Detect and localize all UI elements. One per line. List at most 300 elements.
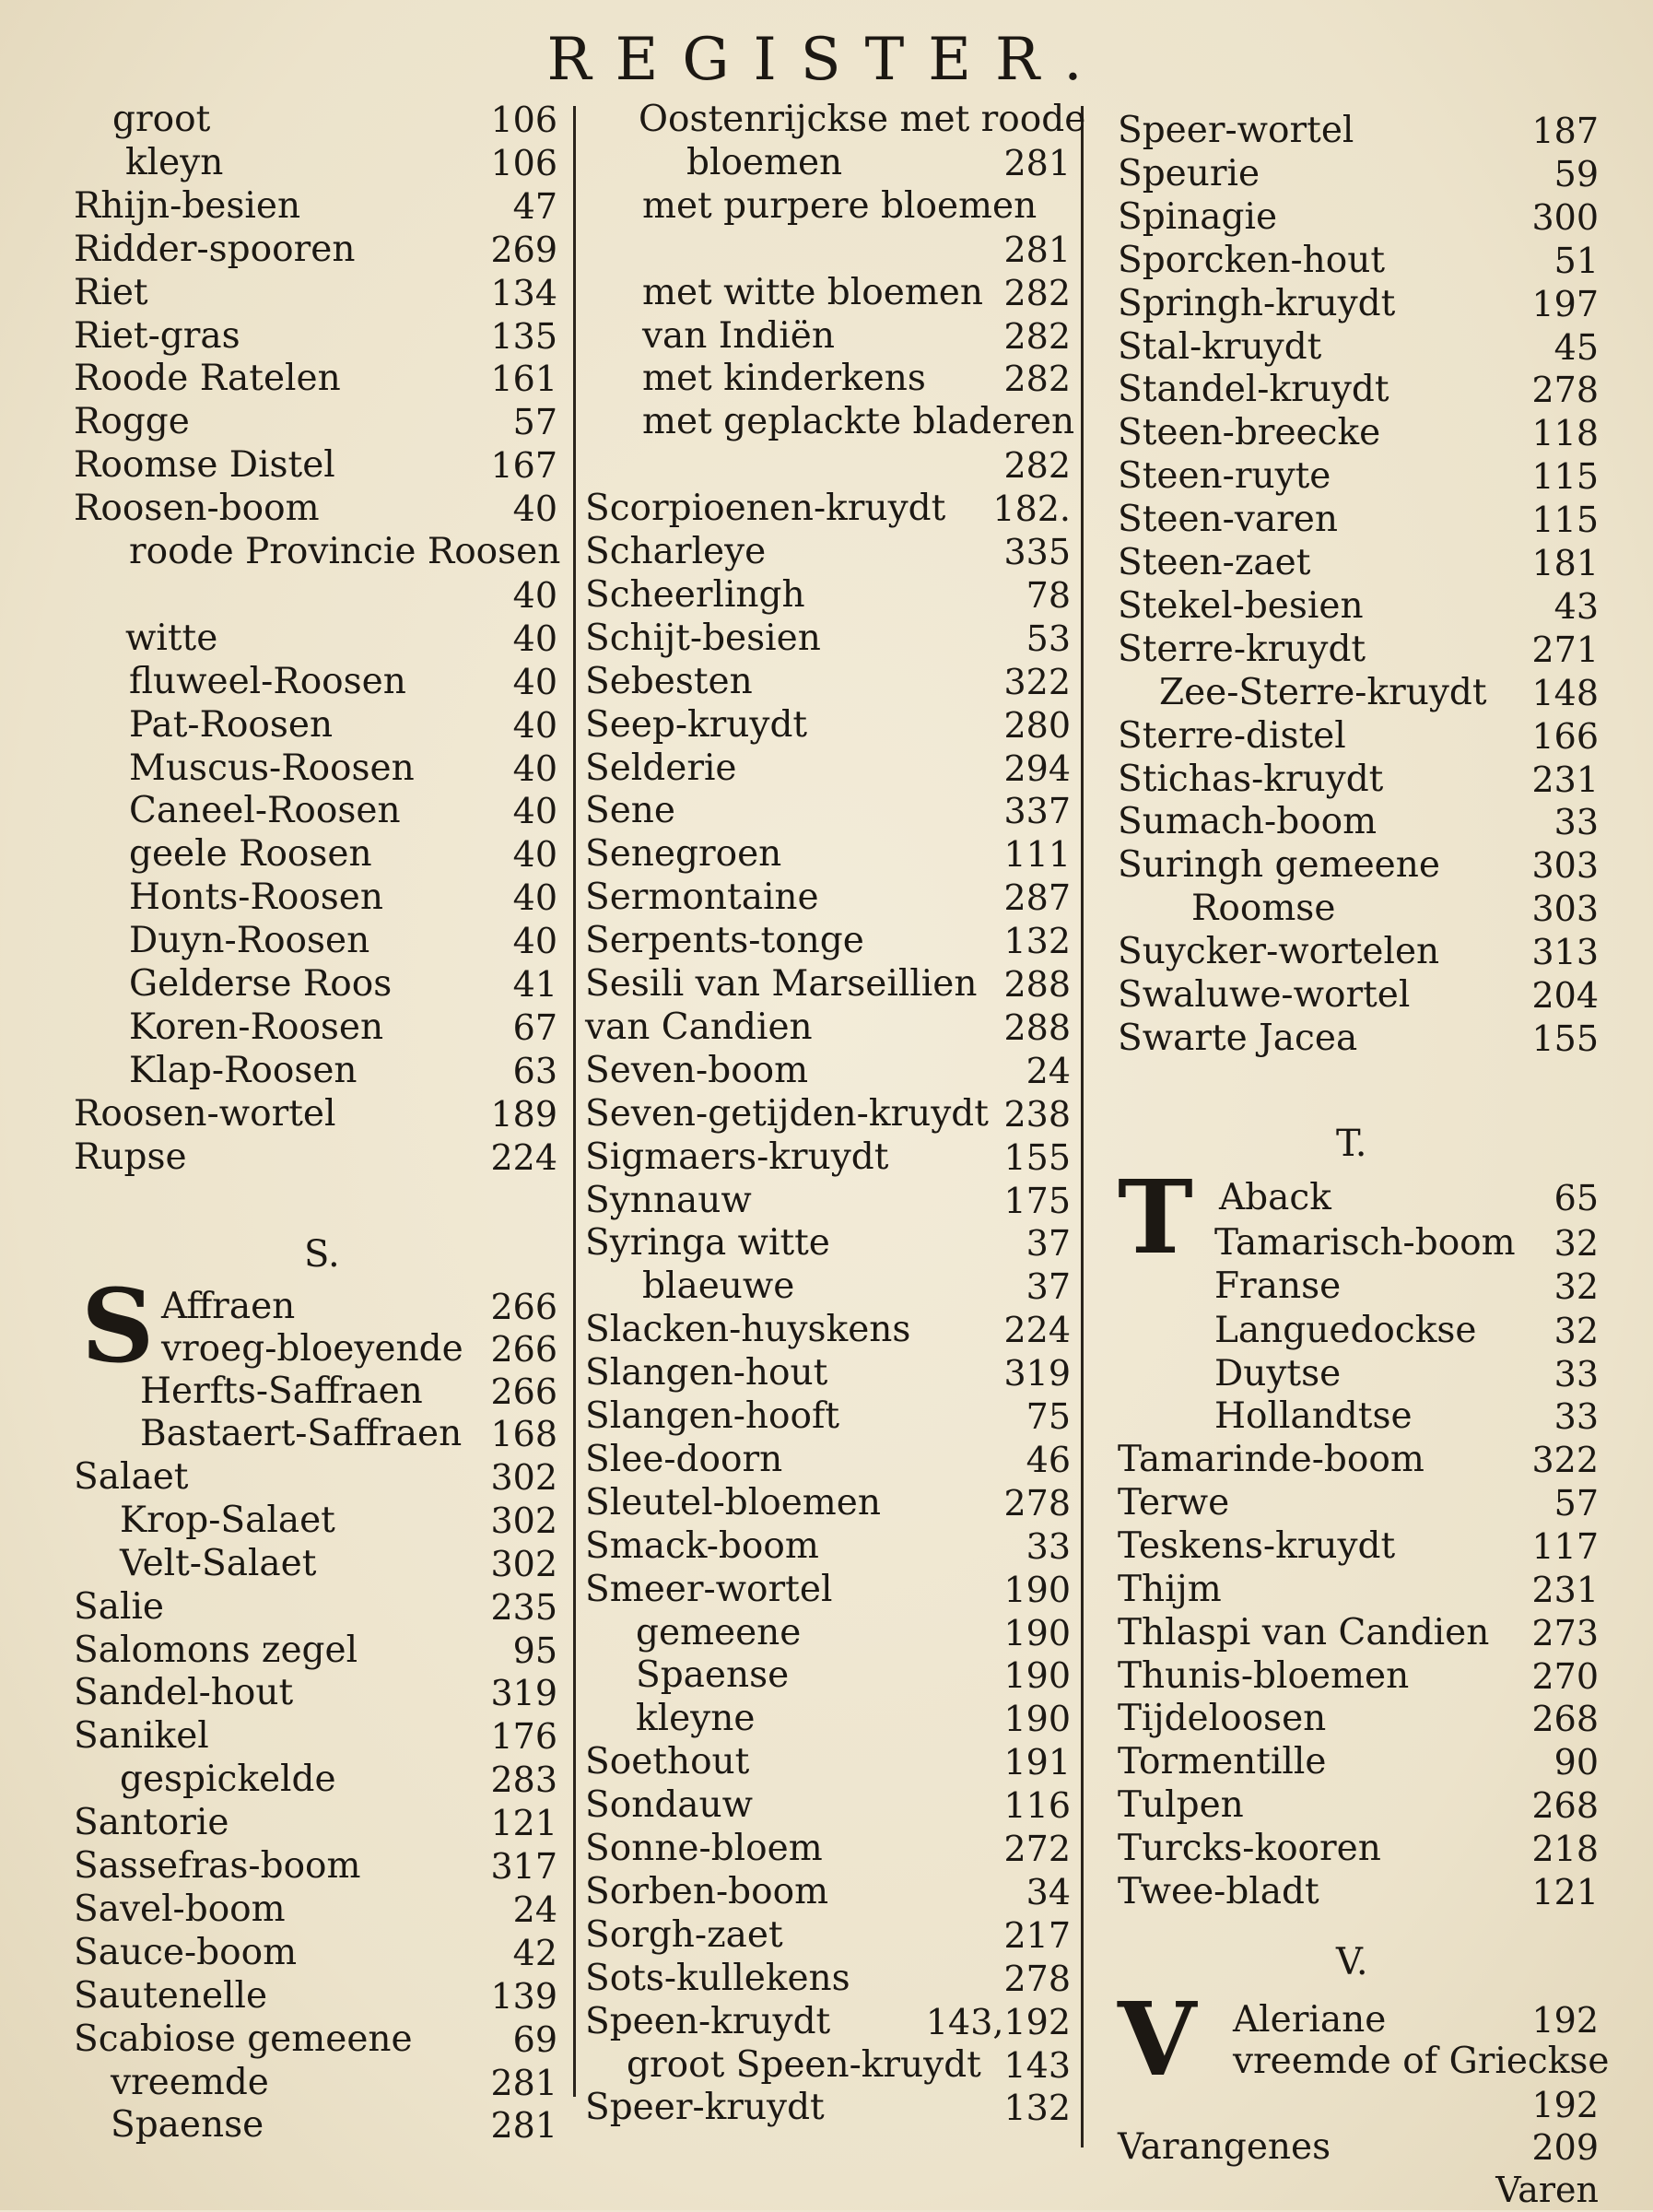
entry-term: Sondauw bbox=[585, 1784, 754, 1827]
entry-page-number: 182. bbox=[992, 488, 1071, 530]
register-entry bbox=[1118, 498, 1599, 542]
register-entry bbox=[74, 747, 557, 791]
entry-term: Syringa witte bbox=[585, 1222, 830, 1265]
register-entry bbox=[74, 919, 557, 963]
entry-term: Sleutel-bloemen bbox=[585, 1481, 881, 1524]
entry-term: Twee-bladt bbox=[1118, 1871, 1319, 1912]
entry-page-number: 282 bbox=[1003, 445, 1071, 487]
entry-page-number: 283 bbox=[490, 1759, 557, 1801]
entry-term: Roosen-wortel bbox=[74, 1092, 336, 1135]
entry-term: Swaluwe-wortel bbox=[1118, 974, 1411, 1016]
register-entry bbox=[74, 1412, 557, 1456]
entry-term: met witte bloemen bbox=[642, 271, 983, 313]
register-entry bbox=[585, 1870, 1071, 1914]
entry-term: Tormentille bbox=[1118, 1741, 1327, 1783]
entry-page-number: 319 bbox=[1003, 1353, 1071, 1394]
register-entry bbox=[1118, 714, 1599, 759]
entry-term: Pat-Roosen bbox=[129, 703, 334, 746]
register-entry bbox=[585, 1135, 1071, 1180]
register-entry bbox=[1118, 930, 1599, 974]
register-entry bbox=[585, 443, 1071, 488]
entry-term: Sesili van Marseillien bbox=[585, 963, 978, 1005]
entry-page-number: 266 bbox=[490, 1329, 557, 1370]
register-entry bbox=[1118, 758, 1599, 802]
register-entry bbox=[585, 2086, 1071, 2130]
entry-term: Riet-gras bbox=[74, 314, 240, 357]
entry-term: Tijdeloosen bbox=[1118, 1698, 1327, 1740]
entry-page-number: 132 bbox=[1003, 921, 1071, 962]
entry-term: Rhijn-besien bbox=[74, 184, 301, 227]
entry-page-number: 33 bbox=[1553, 1396, 1599, 1437]
entry-term: Turcks-kooren bbox=[1118, 1828, 1381, 1870]
entry-term: Ridder-spooren bbox=[74, 228, 356, 270]
entry-page-number: 139 bbox=[490, 1975, 557, 2017]
column-divider bbox=[573, 106, 576, 2097]
entry-page-number: 190 bbox=[1003, 1655, 1071, 1697]
entry-page-number: 111 bbox=[1003, 834, 1071, 876]
register-entry bbox=[74, 1370, 557, 1414]
entry-page-number: 40 bbox=[512, 834, 557, 876]
entry-term: Herfts-Saffraen bbox=[140, 1371, 423, 1412]
entry-term: Sebesten bbox=[585, 660, 753, 702]
entry-term: Sandel-hout bbox=[74, 1672, 294, 1714]
register-entry bbox=[1118, 2125, 1599, 2170]
entry-page-number: 37 bbox=[1026, 1266, 1071, 1308]
entry-page-number: 42 bbox=[512, 1932, 557, 1973]
entry-page-number: 24 bbox=[512, 1888, 557, 1930]
register-entry bbox=[74, 357, 557, 401]
register-entry bbox=[1118, 195, 1599, 240]
entry-term: Sorgh-zaet bbox=[585, 1913, 783, 1956]
register-entry bbox=[585, 1049, 1071, 1093]
entry-page-number: 268 bbox=[1531, 1785, 1599, 1827]
register-entry bbox=[74, 660, 557, 704]
entry-term: Affraen bbox=[161, 1286, 296, 1327]
entry-term: Hollandtse bbox=[1214, 1395, 1413, 1437]
entry-term: Aback bbox=[1219, 1177, 1331, 1218]
register-entry bbox=[1118, 152, 1599, 196]
entry-page-number: 287 bbox=[1003, 877, 1071, 919]
entry-term: Speer-wortel bbox=[1118, 110, 1354, 151]
entry-term: Scabiose gemeene bbox=[74, 2018, 413, 2060]
register-entry bbox=[1118, 2083, 1599, 2127]
register-entry bbox=[1118, 1438, 1599, 1482]
section-letter-heading: T. bbox=[1336, 1123, 1367, 1165]
entry-page-number: 187 bbox=[1531, 111, 1599, 151]
entry-page-number: 313 bbox=[1531, 932, 1599, 973]
entry-page-number: 53 bbox=[1026, 618, 1071, 659]
entry-term: Riet bbox=[74, 271, 148, 313]
entry-term: Roomse Distel bbox=[74, 444, 335, 487]
entry-term: Sassefras-boom bbox=[74, 1845, 361, 1887]
entry-page-number: 40 bbox=[512, 877, 557, 919]
entry-term: Sots-kullekens bbox=[585, 1957, 850, 1999]
entry-page-number: 337 bbox=[1003, 791, 1071, 832]
entry-term: Spinagie bbox=[1118, 195, 1278, 238]
register-entry bbox=[74, 876, 557, 920]
entry-page-number: 302 bbox=[490, 1456, 557, 1498]
register-entry bbox=[585, 1653, 1071, 1698]
entry-term: Savel-boom bbox=[74, 1888, 286, 1930]
entry-page-number: 143 bbox=[1003, 2044, 1071, 2086]
entry-page-number: 168 bbox=[490, 1414, 557, 1454]
entry-term: groot bbox=[112, 99, 211, 140]
register-entry bbox=[74, 2103, 557, 2147]
drop-cap-initial: S bbox=[81, 1266, 155, 1385]
register-entry bbox=[1118, 1611, 1599, 1655]
register-entry bbox=[585, 747, 1071, 791]
entry-page-number: 135 bbox=[490, 315, 557, 357]
entry-term: Slangen-hout bbox=[585, 1352, 828, 1394]
entry-page-number: Varen bbox=[1495, 2170, 1599, 2210]
register-entry bbox=[1118, 1017, 1599, 1061]
entry-page-number: 40 bbox=[512, 747, 557, 789]
register-entry bbox=[74, 1006, 557, 1050]
drop-cap-initial: T bbox=[1118, 1158, 1193, 1277]
entry-page-number: 143,192 bbox=[925, 2001, 1071, 2042]
register-entry bbox=[74, 1629, 557, 1673]
register-entry bbox=[1118, 109, 1599, 153]
entry-page-number: 32 bbox=[1553, 1311, 1599, 1351]
entry-term: met kinderkens bbox=[642, 358, 926, 400]
entry-term: Velt-Salaet bbox=[120, 1542, 317, 1584]
entry-page-number: 270 bbox=[1531, 1655, 1599, 1697]
entry-page-number: 32 bbox=[1553, 1223, 1599, 1264]
register-entry bbox=[585, 1524, 1071, 1569]
register-entry bbox=[585, 1740, 1071, 1784]
register-entry bbox=[585, 1611, 1071, 1655]
entry-page-number: 300 bbox=[1531, 196, 1599, 238]
entry-page-number: 288 bbox=[1003, 1006, 1071, 1048]
entry-page-number: 69 bbox=[512, 2018, 557, 2060]
entry-term: Salomons zegel bbox=[74, 1629, 358, 1671]
register-entry bbox=[1118, 282, 1599, 326]
entry-term: roode Provincie Roosen bbox=[129, 531, 561, 572]
entry-page-number: 268 bbox=[1531, 1699, 1599, 1740]
entry-term: Suringh gemeene bbox=[1118, 844, 1440, 887]
entry-term: Sterre-distel bbox=[1118, 714, 1346, 757]
register-entry bbox=[74, 1801, 557, 1845]
entry-page-number: 90 bbox=[1553, 1742, 1599, 1783]
register-entry bbox=[585, 1827, 1071, 1871]
register-entry bbox=[1118, 1827, 1599, 1871]
entry-page-number: 269 bbox=[490, 229, 557, 270]
register-entry bbox=[585, 357, 1071, 401]
entry-page-number: 161 bbox=[490, 359, 557, 400]
entry-term: Smeer-wortel bbox=[585, 1568, 833, 1610]
register-entry bbox=[74, 530, 561, 574]
register-entry bbox=[74, 2061, 557, 2105]
entry-page-number: 132 bbox=[1003, 2088, 1071, 2129]
entry-term: Thijm bbox=[1118, 1568, 1222, 1610]
entry-page-number: 319 bbox=[490, 1673, 557, 1714]
entry-page-number: 280 bbox=[1003, 704, 1071, 746]
entry-term: Bastaert-Saffraen bbox=[140, 1413, 463, 1454]
entry-term: Speer-kruydt bbox=[585, 2087, 825, 2129]
entry-term: bloemen bbox=[686, 141, 843, 183]
register-entry bbox=[1118, 800, 1599, 844]
register-entry bbox=[1118, 1352, 1599, 1396]
register-entry bbox=[585, 962, 1071, 1006]
entry-term: Seven-getijden-kruydt bbox=[585, 1092, 989, 1135]
entry-term: Sermontaine bbox=[585, 877, 819, 919]
register-entry bbox=[585, 1265, 1071, 1309]
entry-page-number: 37 bbox=[1026, 1223, 1071, 1265]
register-entry bbox=[1118, 2168, 1599, 2212]
entry-page-number: 57 bbox=[512, 402, 557, 443]
entry-page-number: 40 bbox=[512, 574, 557, 616]
entry-term: Gelderse Roos bbox=[129, 963, 393, 1005]
entry-term: Muscus-Roosen bbox=[129, 747, 415, 789]
entry-term: Salie bbox=[74, 1585, 164, 1628]
entry-term: Thunis-bloemen bbox=[1118, 1654, 1410, 1697]
entry-page-number: 33 bbox=[1553, 1354, 1599, 1394]
entry-page-number: 24 bbox=[1026, 1050, 1071, 1091]
entry-page-number: 121 bbox=[1531, 1872, 1599, 1912]
register-entry bbox=[74, 703, 557, 747]
entry-term: Roosen-boom bbox=[74, 488, 320, 530]
entry-page-number: 78 bbox=[1026, 574, 1071, 616]
entry-term: gemeene bbox=[636, 1611, 802, 1653]
register-entry bbox=[585, 1351, 1071, 1395]
drop-cap-initial: V bbox=[1118, 1980, 1197, 2099]
entry-term: kleyne bbox=[636, 1698, 756, 1740]
register-entry bbox=[74, 487, 557, 531]
entry-term: Roode Ratelen bbox=[74, 358, 341, 400]
register-entry bbox=[585, 98, 1086, 142]
entry-term: vreemde bbox=[111, 2061, 269, 2103]
register-entry bbox=[585, 1006, 1071, 1050]
entry-term: witte bbox=[125, 617, 218, 659]
entry-term: Languedockse bbox=[1214, 1310, 1477, 1351]
entry-page-number: 209 bbox=[1531, 2127, 1599, 2168]
entry-page-number: 238 bbox=[1003, 1093, 1071, 1135]
register-entry bbox=[1118, 887, 1599, 931]
entry-page-number: 278 bbox=[1531, 370, 1599, 411]
entry-term: Suycker-wortelen bbox=[1118, 931, 1440, 973]
register-entry bbox=[1118, 1568, 1599, 1612]
register-entry bbox=[74, 228, 557, 272]
register-entry bbox=[585, 876, 1071, 920]
register-entry bbox=[74, 1092, 557, 1136]
register-entry bbox=[74, 1671, 557, 1715]
register-entry bbox=[1118, 1654, 1599, 1699]
entry-term: Tamarinde-boom bbox=[1118, 1439, 1424, 1480]
entry-page-number: 191 bbox=[1003, 1742, 1071, 1783]
register-entry bbox=[585, 271, 1071, 315]
entry-page-number: 224 bbox=[490, 1136, 557, 1178]
register-entry bbox=[1118, 325, 1599, 370]
entry-term: Duytse bbox=[1214, 1353, 1342, 1394]
register-entry bbox=[1118, 1998, 1599, 2042]
register-entry bbox=[1118, 1221, 1599, 1265]
entry-page-number: 167 bbox=[490, 445, 557, 487]
register-entry bbox=[585, 789, 1071, 833]
register-entry bbox=[1118, 843, 1599, 888]
entry-page-number: 235 bbox=[490, 1586, 557, 1628]
entry-page-number: 121 bbox=[490, 1803, 557, 1844]
entry-page-number: 204 bbox=[1531, 975, 1599, 1016]
entry-page-number: 282 bbox=[1003, 272, 1071, 313]
entry-page-number: 192 bbox=[1531, 2085, 1599, 2125]
entry-term: Rogge bbox=[74, 401, 190, 443]
entry-term: Rupse bbox=[74, 1135, 187, 1178]
entry-page-number: 271 bbox=[1531, 629, 1599, 670]
register-entry bbox=[1118, 628, 1599, 672]
register-entry bbox=[585, 314, 1071, 359]
entry-page-number: 190 bbox=[1003, 1612, 1071, 1653]
entry-page-number: 266 bbox=[490, 1287, 557, 1327]
register-entry bbox=[585, 1697, 1071, 1741]
entry-page-number: 63 bbox=[512, 1050, 557, 1091]
entry-term: Speen-kruydt bbox=[585, 2000, 831, 2042]
entry-page-number: 155 bbox=[1003, 1136, 1071, 1178]
entry-term: van Indiën bbox=[642, 314, 835, 357]
register-entry bbox=[585, 1481, 1071, 1525]
entry-term: Sigmaers-kruydt bbox=[585, 1135, 889, 1178]
register-entry bbox=[74, 962, 557, 1006]
register-entry bbox=[74, 400, 557, 444]
entry-term: Senegroen bbox=[585, 833, 782, 876]
section-letter-heading: V. bbox=[1336, 1941, 1368, 1983]
entry-term: Steen-zaet bbox=[1118, 542, 1311, 583]
entry-page-number: 278 bbox=[1003, 1482, 1071, 1524]
entry-term: Krop-Salaet bbox=[120, 1499, 335, 1541]
register-entry bbox=[585, 617, 1071, 661]
entry-term: Speurie bbox=[1118, 152, 1260, 194]
entry-page-number: 115 bbox=[1531, 456, 1599, 498]
register-entry bbox=[74, 789, 557, 833]
entry-page-number: 67 bbox=[512, 1006, 557, 1048]
entry-term: Serpents-tonge bbox=[585, 920, 864, 962]
register-entry bbox=[1118, 1740, 1599, 1784]
register-entry bbox=[585, 184, 1071, 229]
register-entry bbox=[1118, 1176, 1599, 1220]
register-entry bbox=[74, 832, 557, 877]
entry-term: Slee-doorn bbox=[585, 1438, 783, 1480]
entry-page-number: 190 bbox=[1003, 1699, 1071, 1740]
entry-page-number: 40 bbox=[512, 791, 557, 832]
register-entry bbox=[74, 1974, 557, 2018]
register-entry bbox=[1118, 1265, 1599, 1309]
register-entry bbox=[74, 271, 557, 315]
entry-term: Steen-ruyte bbox=[1118, 455, 1331, 498]
entry-page-number: 281 bbox=[490, 2105, 557, 2147]
entry-term: Stekel-besien bbox=[1118, 584, 1364, 627]
register-entry bbox=[1118, 671, 1599, 715]
register-entry bbox=[585, 1394, 1071, 1439]
register-entry bbox=[74, 1049, 557, 1093]
register-entry bbox=[585, 573, 1071, 618]
entry-term: Spaense bbox=[111, 2104, 264, 2147]
entry-page-number: 41 bbox=[512, 964, 557, 1005]
entry-page-number: 65 bbox=[1553, 1178, 1599, 1218]
register-entry bbox=[585, 1957, 1071, 2001]
entry-term: geele Roosen bbox=[129, 833, 372, 876]
entry-page-number: 40 bbox=[512, 661, 557, 702]
entry-page-number: 281 bbox=[1003, 142, 1071, 183]
register-entry bbox=[74, 1888, 557, 1932]
entry-page-number: 303 bbox=[1531, 845, 1599, 887]
entry-term: fluweel-Roosen bbox=[129, 660, 406, 702]
register-entry bbox=[585, 530, 1071, 574]
entry-term: Salaet bbox=[74, 1455, 189, 1498]
entry-term: vreemde of Grieckse bbox=[1233, 2041, 1610, 2082]
entry-page-number: 282 bbox=[1003, 359, 1071, 400]
register-entry bbox=[585, 832, 1071, 877]
entry-page-number: 175 bbox=[1003, 1180, 1071, 1221]
register-entry bbox=[1118, 368, 1599, 412]
register-entry bbox=[74, 573, 557, 618]
entry-term: Oostenrijckse met roode bbox=[639, 99, 1086, 140]
entry-term: Slacken-huyskens bbox=[585, 1309, 911, 1351]
entry-page-number: 115 bbox=[1531, 500, 1599, 541]
entry-term: Caneel-Roosen bbox=[129, 790, 401, 832]
entry-page-number: 106 bbox=[490, 100, 557, 140]
entry-page-number: 40 bbox=[512, 488, 557, 530]
entry-page-number: 155 bbox=[1531, 1018, 1599, 1059]
entry-term: Franse bbox=[1214, 1265, 1342, 1307]
entry-term: Scheerlingh bbox=[585, 573, 805, 616]
entry-term: Smack-boom bbox=[585, 1524, 819, 1567]
entry-term: Seep-kruydt bbox=[585, 703, 808, 746]
entry-page-number: 317 bbox=[490, 1846, 557, 1887]
entry-page-number: 51 bbox=[1553, 240, 1599, 281]
entry-page-number: 59 bbox=[1553, 153, 1599, 194]
entry-page-number: 117 bbox=[1531, 1525, 1599, 1567]
entry-page-number: 57 bbox=[1553, 1482, 1599, 1524]
entry-term: Thlaspi van Candien bbox=[1118, 1611, 1490, 1653]
register-entry bbox=[74, 443, 557, 488]
entry-term: Schijt-besien bbox=[585, 617, 821, 659]
entry-page-number: 272 bbox=[1003, 1829, 1071, 1869]
entry-term: Sumach-boom bbox=[1118, 801, 1378, 843]
register-entry bbox=[74, 1758, 557, 1802]
entry-page-number: 43 bbox=[1553, 585, 1599, 627]
entry-page-number: 116 bbox=[1003, 1785, 1071, 1827]
register-entry bbox=[585, 1221, 1071, 1265]
section-letter-heading: S. bbox=[304, 1233, 340, 1276]
entry-term: Koren-Roosen bbox=[129, 1006, 384, 1048]
entry-page-number: 75 bbox=[1026, 1396, 1071, 1437]
entry-term: Aleriane bbox=[1233, 1999, 1387, 2041]
register-entry bbox=[585, 660, 1071, 704]
register-entry bbox=[74, 1135, 557, 1180]
register-entry bbox=[1118, 1309, 1599, 1353]
register-entry bbox=[585, 141, 1071, 185]
column-divider bbox=[1081, 106, 1084, 2147]
register-entry bbox=[1118, 1783, 1599, 1828]
entry-term: Tamarisch-boom bbox=[1214, 1222, 1516, 1264]
entry-page-number: 176 bbox=[490, 1716, 557, 1758]
entry-page-number: 224 bbox=[1003, 1310, 1071, 1351]
entry-term: Spaense bbox=[636, 1654, 790, 1697]
register-entry bbox=[74, 1931, 557, 1975]
entry-term: Sonne-bloem bbox=[585, 1828, 823, 1869]
register-entry bbox=[1118, 1524, 1599, 1569]
entry-page-number: 95 bbox=[512, 1630, 557, 1671]
entry-page-number: 281 bbox=[490, 2062, 557, 2103]
entry-term: Teskens-kruydt bbox=[1118, 1524, 1396, 1567]
entry-page-number: 266 bbox=[490, 1371, 557, 1412]
entry-term: Sorben-boom bbox=[585, 1870, 829, 1912]
entry-term: Synnauw bbox=[585, 1179, 752, 1221]
entry-term: Klap-Roosen bbox=[129, 1049, 358, 1091]
entry-term: Stichas-kruydt bbox=[1118, 758, 1384, 800]
entry-page-number: 40 bbox=[512, 618, 557, 659]
entry-term: Stal-kruydt bbox=[1118, 325, 1322, 368]
register-entry bbox=[585, 1308, 1071, 1352]
